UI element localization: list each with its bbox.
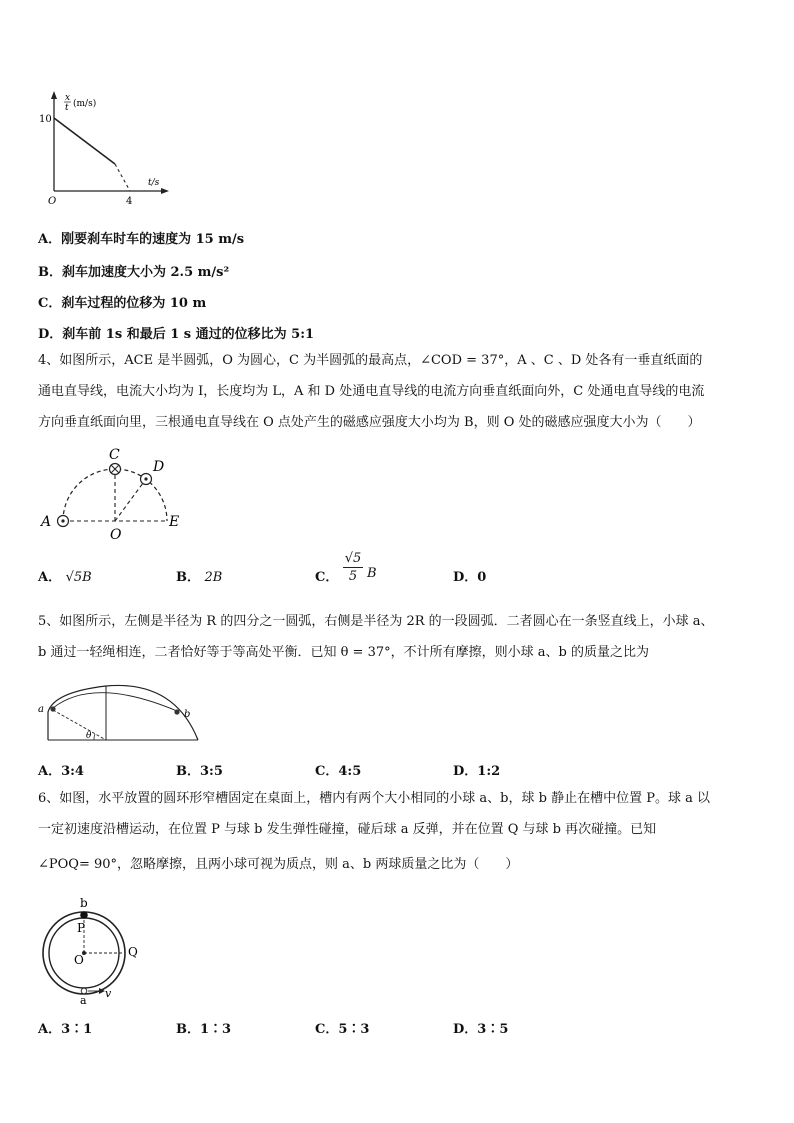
ball-label-a: a [38,704,44,715]
semicircle-wire-diagram [36,445,196,543]
y-tick-label: 10 [39,114,52,125]
q3-option-d: D．刹车前 1s 和最后 1 s 通过的位移比为 5:1 [38,327,315,342]
q4-option-c-fraction [343,550,363,586]
q6-line-3: ∠POQ= 90°，忽略摩擦，且两小球可视为质点，则 a、b 两球质量之比为（ ） [38,857,519,872]
q4-option-c-denominator: 5 [348,569,358,584]
q5-line-2: b 通过一轻绳相连，二者恰好等于等高处平衡．已知 θ = 37°，不计所有摩擦，则小球 a、b 的质量之比为 [38,645,649,660]
q4-option-a [38,566,92,585]
q3-option-c: C．刹车过程的位移为 10 m [38,296,207,311]
point-label-a: A [41,514,52,530]
q6-option-d: D．3∶5 [453,1022,509,1037]
q4-option-a-value: √5B [65,570,92,585]
q6-option-b: B．1∶3 [176,1022,232,1037]
q4-option-c-tail: B [367,566,377,581]
q3-option-a: A．刚要刹车时车的速度为 15 m/s [38,232,245,247]
q4-option-d: D．0 [453,570,487,585]
point-label-q: Q [128,945,138,959]
point-label-e: E [169,514,180,530]
y-axis-unit: (m/s) [73,99,97,109]
q4-line-2: 通电直导线，电流大小均为 I，长度均为 L，A 和 D 处通电直导线的电流方向垂直纸面向外，C 处通电直导线的电流 [38,384,705,399]
ball-label-b: b [184,709,191,720]
point-label-o: O [74,953,84,967]
q5-option-c: C．4:5 [315,764,362,779]
q6-option-a: A．3∶1 [38,1022,93,1037]
q6-line-2: 一定初速度沿槽运动，在位置 P 与球 b 发生弹性碰撞，碰后球 a 反弹，并在位置 Q 与球 b 再次碰撞。已知 [38,822,657,837]
y-axis-label-denominator: t [65,103,69,113]
x-tick-label: 4 [126,196,133,207]
velocity-time-graph [30,88,170,208]
q6-line-1: 6、如图，水平放置的圆环形窄槽固定在桌面上，槽内有两个大小相同的小球 a、b，球 b 静止在槽中位置 P。球 a 以 [38,791,710,806]
q5-option-b: B．3:5 [176,764,223,779]
two-arcs-diagram [34,672,210,744]
y-axis-label-numerator: x [65,93,71,103]
origin-label: O [48,196,57,207]
angle-label-theta: θ [86,731,92,741]
q4-line-3: 方向垂直纸面向里，三根通电直导线在 O 点处产生的磁感应强度大小均为 B，则 O 处的磁感应强度大小为（ ） [38,415,701,430]
q5-option-a: A．3:4 [38,764,84,779]
velocity-label: v [105,987,112,1000]
q4-option-c [315,566,338,585]
point-label-p: P [77,921,86,935]
q4-option-c-numerator: √5 [344,551,362,566]
ball-label-b: b [80,896,88,910]
ball-label-a: a [80,994,87,1007]
point-label-c: C [109,447,120,463]
q4-option-b-label: B． [176,570,200,585]
q6-option-c: C．5∶3 [315,1022,370,1037]
ring-groove-diagram [38,896,148,1008]
q4-option-b [176,566,222,585]
q5-line-1: 5、如图所示，左侧是半径为 R 的四分之一圆弧，右侧是半径为 2R 的一段圆弧．二者圆心在一条竖直线上，小球 a、 [38,614,714,629]
q4-option-a-label: A． [38,570,62,585]
q3-option-b: B．刹车加速度大小为 2.5 m/s² [38,265,230,280]
q4-line-1: 4、如图所示，ACE 是半圆弧，O 为圆心，C 为半圆弧的最高点，∠COD = 37°，A 、C 、D 处各有一垂直纸面的 [38,353,703,368]
q4-option-c-label: C． [315,570,339,585]
q4-option-b-value: 2B [204,570,223,585]
q5-option-d: D．1:2 [453,764,501,779]
point-label-o: O [110,527,122,543]
point-label-d: D [153,459,165,475]
x-axis-label: t/s [148,178,160,188]
